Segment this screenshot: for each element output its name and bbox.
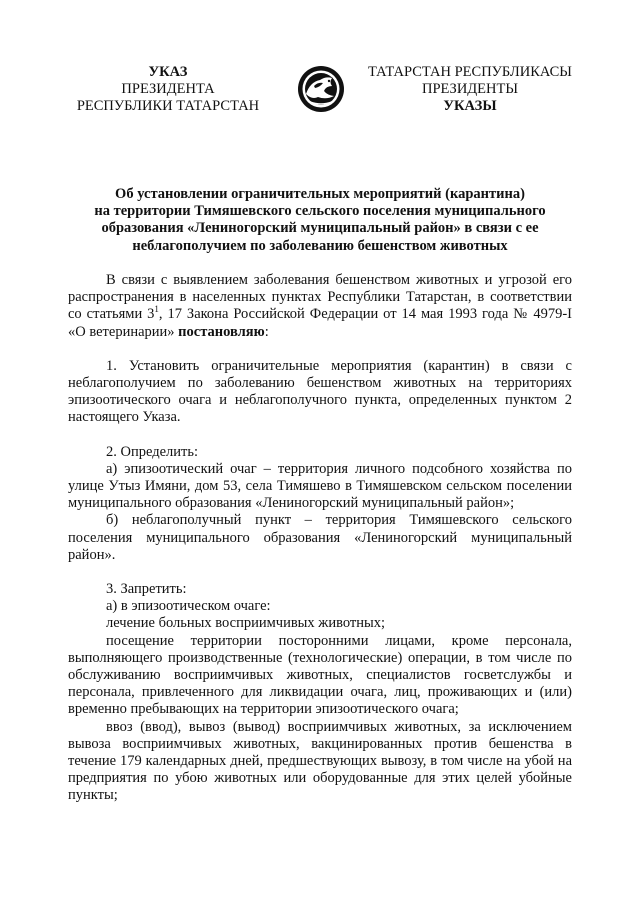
item-3a-3: ввоз (ввод), вывоз (вывод) восприимчивых животных, за исключением вывоза восприимчивых животных, вакцинированных против бешенства в течение 179 календарных дней, предшествующих вывозу, в том числе на убой на предприятия по убою животных или оборудованные для этих целей убойные пункты;: [68, 718, 572, 804]
header-left-line1: УКАЗ: [148, 64, 188, 80]
header-left-line3: РЕСПУБЛИКИ ТАТАРСТАН: [76, 98, 260, 114]
preamble-bold: постановляю: [178, 323, 265, 340]
header-right-line1: ТАТАРСТАН РЕСПУБЛИКАСЫ: [368, 64, 572, 80]
header-right-line2: ПРЕЗИДЕНТЫ: [421, 81, 519, 97]
header-right-tatar: [358, 64, 582, 115]
header-right-line3: УКАЗЫ: [443, 98, 497, 114]
preamble-sup: 1: [154, 304, 159, 315]
item-3a: а) в эпизоотическом очаге:: [106, 598, 271, 615]
title-line4: неблагополучием по заболеванию бешенством животных: [132, 237, 508, 254]
preamble-paragraph: [68, 272, 572, 341]
title-line1: Об установлении ограничительных мероприятий (карантина): [115, 186, 525, 202]
header-left-russian: [58, 64, 278, 115]
item-3a-1: лечение больных восприимчивых животных;: [106, 615, 385, 632]
header-left-line2: ПРЕЗИДЕНТА: [121, 81, 215, 97]
item-2b: б) неблагополучный пункт – территория Тимяшевского сельского поселения муниципального образования «Лениногорский муниципальный район».: [68, 512, 572, 563]
preamble-text1: В связи с выявлением заболевания бешенством животных и угрозой его распространения в населенных пунктах Республики Татарстан, в соответствии со статьями 3: [68, 272, 572, 323]
title-line2: на территории Тимяшевского сельского поселения муниципального: [94, 203, 546, 220]
item-3a-2: посещение территории посторонними лицами, кроме персонала, выполняющего производственные (технологические) операции, в том числе по обслуживанию восприимчивых животных, специалистов госветслужбы и персонала, привлеченного для ликвидации очага, лиц, проживающих и (или) временно пребывающих на территории эпизоотического очага;: [68, 632, 572, 718]
item-1: 1. Установить ограничительные мероприятия (карантин) в связи с неблагополучием по заболеванию бешенством животных на территориях эпизоотического очага и неблагополучного пункта, определенных пунктом 2 настоящего Указа.: [68, 357, 572, 426]
item-2: 2. Определить:: [106, 443, 199, 460]
document-header: [0, 64, 640, 134]
item-2a: а) эпизоотический очаг – территория личного подсобного хозяйства по улице Утыз Имяни, дом 53, села Тимяшево в Тимяшевском сельском поселении муниципального образования «Лениногорский муниципальный район»;: [68, 460, 572, 512]
title-line3: образования «Лениногорский муниципальный район» в связи с ее: [101, 220, 539, 237]
tatarstan-emblem-icon: [296, 64, 346, 114]
decree-title: [80, 186, 560, 255]
item-3: 3. Запретить:: [106, 581, 187, 598]
preamble-end: :: [264, 323, 269, 340]
decree-body: [68, 272, 572, 805]
preamble-text2: , 17 Закона Российской Федерации от 14 мая 1993 года № 4979-I «О ветеринарии»: [68, 306, 572, 340]
